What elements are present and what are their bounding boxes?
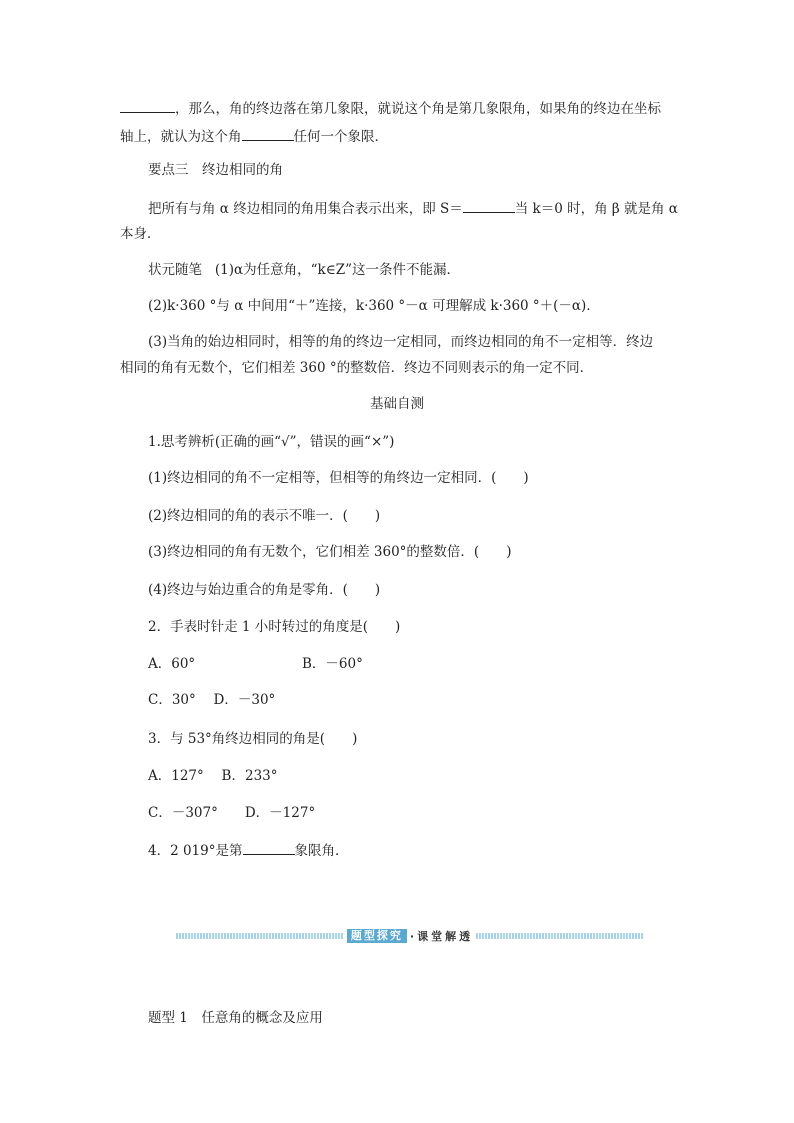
para2-text: 当 k＝0 时，角 β 就是角 α	[514, 201, 678, 217]
note-label: 状元随笔	[148, 262, 202, 278]
question-1: 1.思考辨析(正确的画“√”，错误的画“×”)	[148, 434, 395, 450]
note1	[148, 260, 460, 280]
para2-line1	[148, 198, 678, 219]
para2-text: 把所有与角 α 终边相同的角用集合表示出来，即 S＝	[148, 201, 463, 217]
answer-blank	[120, 98, 175, 113]
type1-title: 题型 1 任意角的概念及应用	[148, 1010, 323, 1026]
answer-blank	[242, 126, 294, 141]
question-3-options-cd: C．－307° D．－127°	[148, 805, 316, 821]
question-3: 3．与 53°角终边相同的角是( )	[148, 731, 358, 747]
section3-title: 要点三 终边相同的角	[148, 162, 283, 178]
banner-stripe-left	[176, 933, 344, 939]
question-2-option-a: A．60°	[148, 656, 196, 672]
selftest-heading: 基础自测	[370, 396, 424, 412]
question-1-4: (4)终边与始边重合的角是零角．( )	[148, 582, 381, 598]
section-banner	[176, 928, 644, 944]
question-2-option-b: B．－60°	[302, 656, 363, 672]
question-4-text: 象限角．	[294, 843, 349, 859]
note3-line1: (3)当角的始边相同时，相等的角的终边一定相同，而终边相同的角不一定相等．终边	[148, 334, 654, 350]
question-3-options-ab: A．127° B．233°	[148, 768, 278, 784]
para1-line1	[120, 98, 661, 119]
answer-blank	[243, 840, 295, 855]
note2: (2)k·360 °与 α 中间用“＋”连接，k·360 °－α 可理解成 k·360 °＋(－α)．	[148, 298, 600, 314]
question-1-2: (2)终边相同的角的表示不唯一．( )	[148, 508, 381, 524]
para1-line2	[120, 126, 388, 147]
para1-text: 任何一个象限．	[293, 129, 388, 145]
answer-blank	[463, 198, 515, 213]
para1-text: ，那么，角的终边落在第几象限，就说这个角是第几象限角，如果角的终边在坐标	[175, 101, 661, 117]
note3-line2: 相同的角有无数个，它们相差 360 °的整数倍．终边不同则表示的角一定不同．	[120, 360, 594, 376]
question-4	[148, 840, 349, 861]
note-text: (1)α为任意角，“k∈Z”这一条件不能漏．	[214, 262, 460, 278]
question-1-3: (3)终边相同的角有无数个，它们相差 360°的整数倍．( )	[148, 544, 512, 560]
question-4-text: 4．2 019°是第	[148, 843, 243, 859]
banner-label	[344, 928, 476, 944]
para1-text: 轴上，就认为这个角	[120, 129, 242, 145]
banner-rest: ·课堂解透	[409, 930, 474, 943]
question-2-options-cd: C．30° D．－30°	[148, 692, 276, 708]
banner-tag: 题型探究	[347, 929, 407, 943]
banner-stripe-right	[476, 933, 644, 939]
question-2: 2．手表时针走 1 小时转过的角度是( )	[148, 619, 401, 635]
para2-line2: 本身．	[120, 226, 161, 242]
question-1-1: (1)终边相同的角不一定相等，但相等的角终边一定相同．( )	[148, 470, 529, 486]
